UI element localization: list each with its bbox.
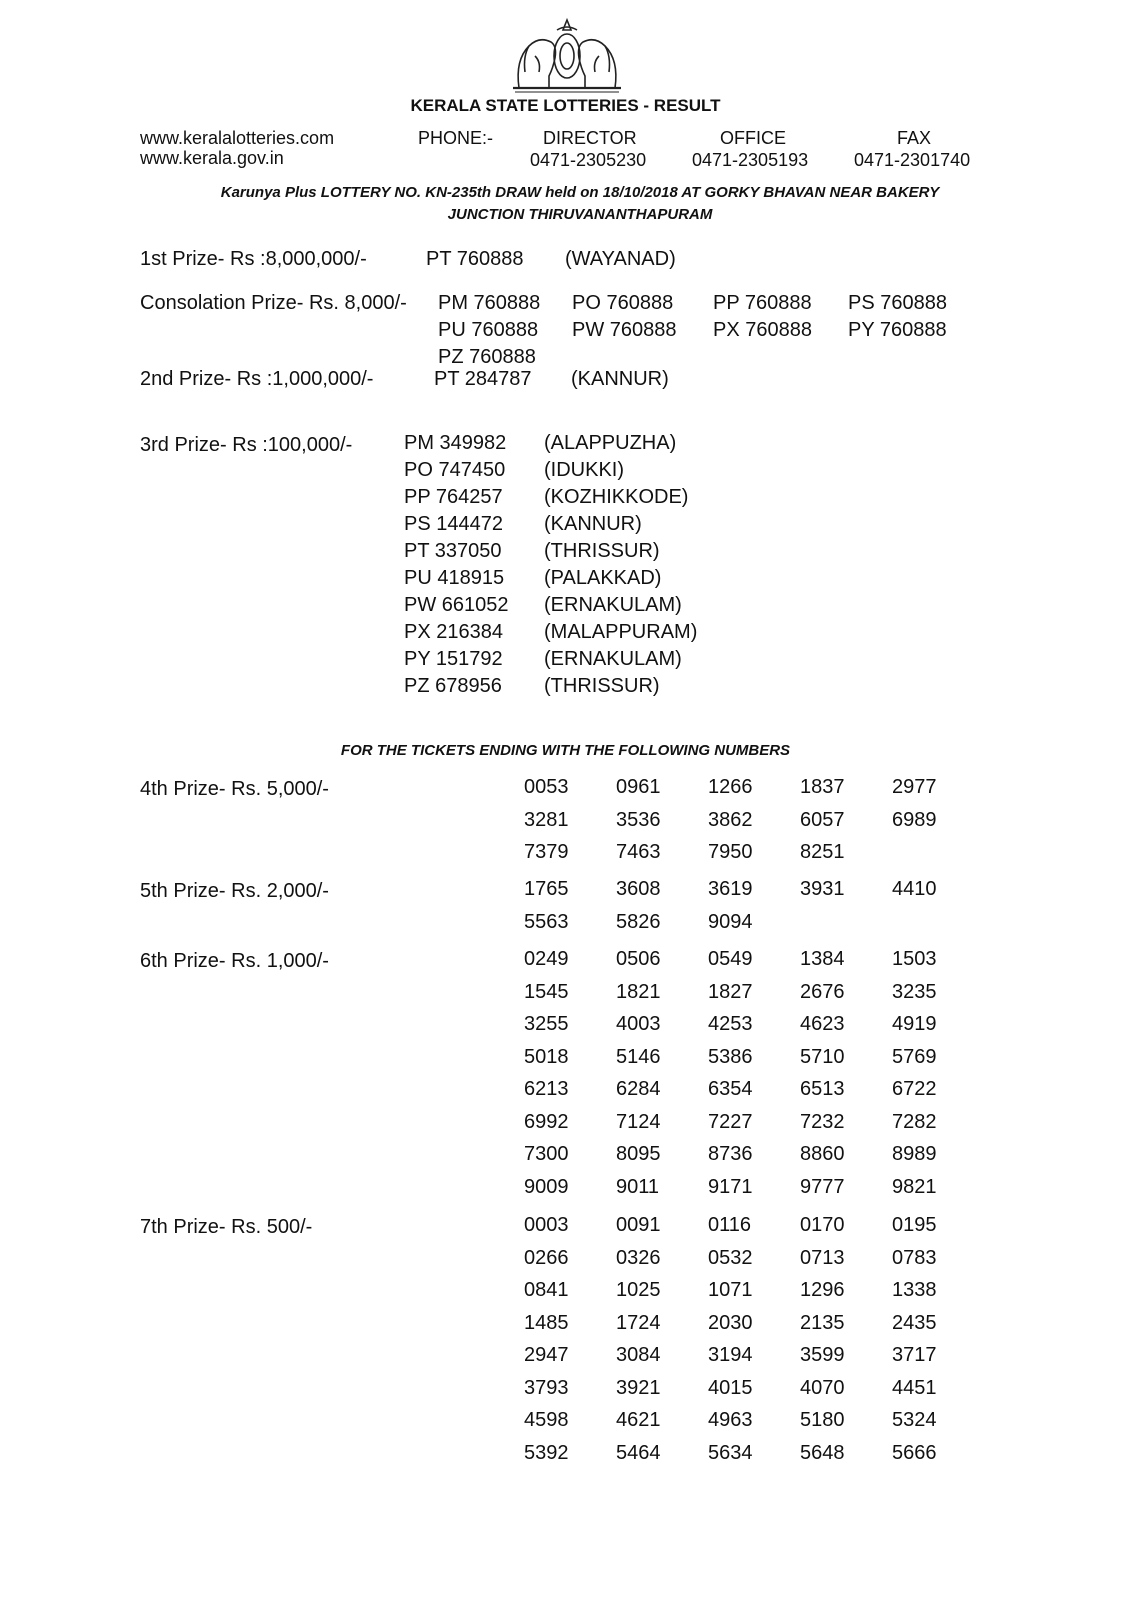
seventh-prize-number: 0195 — [892, 1214, 937, 1236]
third-prize-ticket: PZ 678956 — [404, 675, 502, 697]
sixth-prize-number: 9777 — [800, 1175, 845, 1198]
director-label: DIRECTOR — [543, 128, 637, 148]
seventh-prize-number: 2135 — [800, 1311, 845, 1334]
fifth-prize-label: 5th Prize- Rs. 2,000/- — [140, 880, 329, 902]
fifth-prize-number: 5826 — [616, 910, 661, 933]
sixth-prize-numbers — [524, 948, 984, 1208]
seventh-prize-number: 5666 — [892, 1441, 937, 1464]
third-prize-ticket: PP 764257 — [404, 486, 503, 508]
sixth-prize-number: 7300 — [524, 1143, 569, 1165]
seventh-prize-number: 5464 — [616, 1441, 661, 1464]
website-link-lotteries[interactable]: www.keralalotteries.com — [140, 128, 335, 148]
consolation-ticket: PY 760888 — [848, 319, 947, 341]
fourth-prize-number: 2977 — [892, 776, 937, 798]
third-prize-ticket: PX 216384 — [404, 621, 503, 643]
fax-label: FAX — [897, 128, 932, 148]
sixth-prize-number: 1384 — [800, 948, 845, 970]
seventh-prize-number: 5648 — [800, 1441, 845, 1464]
third-prize-place: (KOZHIKKODE) — [544, 486, 689, 508]
seventh-prize-number: 0841 — [524, 1279, 569, 1301]
fourth-prize-number: 0961 — [616, 776, 661, 798]
sixth-prize-number: 6722 — [892, 1078, 937, 1100]
sixth-prize-number: 1503 — [892, 948, 937, 970]
sixth-prize-number: 8860 — [800, 1143, 845, 1165]
seventh-prize-number: 0713 — [800, 1246, 845, 1269]
consolation-ticket: PW 760888 — [572, 319, 677, 341]
consolation-prize-label: Consolation Prize- Rs. 8,000/- — [140, 292, 407, 314]
fifth-prize-numbers — [524, 878, 984, 943]
seventh-prize-number: 1071 — [708, 1279, 753, 1301]
seventh-prize-number: 0116 — [708, 1214, 752, 1236]
sixth-prize-number: 4003 — [616, 1013, 661, 1035]
seventh-prize-number: 0003 — [524, 1214, 569, 1236]
fourth-prize-number: 8251 — [800, 841, 845, 863]
fax-phone: 0471-2301740 — [854, 150, 971, 170]
sixth-prize-number: 9821 — [892, 1175, 937, 1198]
fifth-prize-number: 9094 — [708, 910, 753, 933]
sixth-prize-number: 7124 — [616, 1110, 661, 1133]
sixth-prize-number: 6354 — [708, 1078, 753, 1100]
seventh-prize-number: 5324 — [892, 1409, 937, 1431]
draw-details — [120, 182, 1040, 226]
third-prize-label: 3rd Prize- Rs :100,000/- — [140, 434, 353, 456]
third-prize-ticket: PW 661052 — [404, 594, 509, 616]
fifth-prize-number: 4410 — [892, 878, 937, 900]
fourth-prize-number: 7379 — [524, 841, 569, 863]
office-phone: 0471-2305193 — [692, 150, 809, 170]
seventh-prize-number: 3084 — [616, 1344, 661, 1366]
third-prize-place: (PALAKKAD) — [544, 567, 662, 589]
sixth-prize-number: 1545 — [524, 980, 569, 1003]
consolation-ticket: PO 760888 — [572, 292, 674, 314]
fifth-prize-number: 3619 — [708, 878, 753, 900]
third-prize-place: (ALAPPUZHA) — [544, 432, 677, 454]
seventh-prize-label: 7th Prize- Rs. 500/- — [140, 1216, 313, 1238]
consolation-ticket: PX 760888 — [713, 319, 812, 341]
sixth-prize-number: 0549 — [708, 948, 753, 970]
sixth-prize-number: 5710 — [800, 1045, 845, 1068]
sixth-prize-number: 8736 — [708, 1143, 753, 1165]
first-prize-label: 1st Prize- Rs :8,000,000/- — [140, 248, 367, 270]
seventh-prize-number: 3717 — [892, 1344, 937, 1366]
seventh-prize-number: 5180 — [800, 1409, 845, 1431]
fourth-prize-label: 4th Prize- Rs. 5,000/- — [140, 778, 329, 800]
fourth-prize-number: 6989 — [892, 808, 937, 831]
consolation-ticket-grid — [438, 292, 968, 373]
draw-line-2: JUNCTION THIRUVANANTHAPURAM — [447, 206, 713, 223]
seventh-prize-number: 3793 — [524, 1376, 569, 1399]
fourth-prize-number: 3536 — [616, 808, 661, 831]
seventh-prize-number: 3921 — [616, 1376, 661, 1399]
sixth-prize-number: 1821 — [616, 980, 661, 1003]
first-prize-place: (WAYANAD) — [565, 248, 676, 270]
seventh-prize-number: 5634 — [708, 1441, 753, 1464]
director-phone: 0471-2305230 — [530, 150, 647, 170]
seventh-prize-number: 0532 — [708, 1246, 753, 1269]
third-prize-place: (ERNAKULAM) — [544, 648, 682, 670]
fifth-prize-number: 5563 — [524, 910, 569, 933]
seventh-prize-number: 1485 — [524, 1311, 569, 1334]
sixth-prize-number: 9009 — [524, 1175, 569, 1198]
sixth-prize-number: 7232 — [800, 1110, 845, 1133]
consolation-ticket: PU 760888 — [438, 319, 539, 341]
sixth-prize-number: 8095 — [616, 1143, 661, 1165]
seventh-prize-number: 2947 — [524, 1344, 569, 1366]
second-prize-ticket: PT 284787 — [434, 368, 532, 390]
fourth-prize-number: 6057 — [800, 808, 845, 831]
ending-numbers-heading: FOR THE TICKETS ENDING WITH THE FOLLOWING NUMBERS — [340, 742, 791, 759]
sixth-prize-number: 5018 — [524, 1045, 569, 1068]
seventh-prize-number: 2030 — [708, 1311, 753, 1334]
seventh-prize-number: 0783 — [892, 1246, 937, 1269]
office-label: OFFICE — [720, 128, 786, 148]
seventh-prize-number: 1296 — [800, 1279, 845, 1301]
seventh-prize-number: 1724 — [616, 1311, 661, 1334]
sixth-prize-number: 0249 — [524, 948, 569, 970]
seventh-prize-number: 4598 — [524, 1409, 569, 1431]
second-prize-place: (KANNUR) — [571, 368, 669, 390]
second-prize-label: 2nd Prize- Rs :1,000,000/- — [140, 368, 374, 390]
sixth-prize-number: 0506 — [616, 948, 661, 970]
sixth-prize-number: 4623 — [800, 1013, 845, 1035]
sixth-prize-number: 7282 — [892, 1110, 937, 1133]
fourth-prize-number: 0053 — [524, 776, 569, 798]
sixth-prize-number: 1827 — [708, 980, 753, 1003]
fifth-prize-number: 3608 — [616, 878, 661, 900]
sixth-prize-number: 5146 — [616, 1045, 661, 1068]
third-prize-place: (ERNAKULAM) — [544, 594, 682, 616]
sixth-prize-label: 6th Prize- Rs. 1,000/- — [140, 950, 329, 972]
seventh-prize-number: 3599 — [800, 1344, 845, 1366]
third-prize-list — [404, 432, 764, 702]
sixth-prize-number: 2676 — [800, 980, 845, 1003]
seventh-prize-number: 1338 — [892, 1279, 937, 1301]
third-prize-place: (THRISSUR) — [544, 675, 660, 697]
third-prize-place: (MALAPPURAM) — [544, 621, 698, 643]
sixth-prize-number: 3235 — [892, 980, 937, 1003]
kerala-emblem — [505, 16, 629, 94]
seventh-prize-number: 4621 — [616, 1409, 661, 1431]
fifth-prize-number: 1765 — [524, 878, 569, 900]
third-prize-place: (KANNUR) — [544, 513, 642, 535]
consolation-ticket: PZ 760888 — [438, 346, 536, 368]
first-prize-ticket: PT 760888 — [426, 248, 524, 270]
third-prize-place: (THRISSUR) — [544, 540, 660, 562]
seventh-prize-number: 4451 — [892, 1376, 937, 1399]
sixth-prize-number: 6213 — [524, 1078, 569, 1100]
seventh-prize-number: 0326 — [616, 1246, 661, 1269]
fourth-prize-number: 7463 — [616, 841, 661, 863]
sixth-prize-number: 6513 — [800, 1078, 845, 1100]
seventh-prize-number: 4070 — [800, 1376, 845, 1399]
consolation-ticket: PP 760888 — [713, 292, 812, 314]
seventh-prize-number: 4015 — [708, 1376, 753, 1399]
seventh-prize-number: 4963 — [708, 1409, 753, 1431]
fourth-prize-number: 3862 — [708, 808, 753, 831]
seventh-prize-number: 0266 — [524, 1246, 569, 1269]
third-prize-ticket: PO 747450 — [404, 459, 506, 481]
fourth-prize-number: 7950 — [708, 841, 753, 863]
seventh-prize-number: 1025 — [616, 1279, 661, 1301]
seventh-prize-numbers — [524, 1214, 984, 1474]
third-prize-ticket: PS 144472 — [404, 513, 503, 535]
fifth-prize-number: 3931 — [800, 878, 845, 900]
sixth-prize-number: 4253 — [708, 1013, 753, 1035]
third-prize-ticket: PU 418915 — [404, 567, 505, 589]
fourth-prize-number: 1837 — [800, 776, 845, 798]
sixth-prize-number: 6284 — [616, 1078, 661, 1100]
sixth-prize-number: 6992 — [524, 1110, 569, 1133]
consolation-ticket: PS 760888 — [848, 292, 947, 314]
third-prize-ticket: PT 337050 — [404, 540, 502, 562]
seventh-prize-number: 3194 — [708, 1344, 753, 1366]
seventh-prize-number: 5392 — [524, 1441, 569, 1464]
third-prize-place: (IDUKKI) — [544, 459, 624, 481]
website-link-gov[interactable]: www.kerala.gov.in — [140, 148, 284, 168]
seventh-prize-number: 0170 — [800, 1214, 845, 1236]
fourth-prize-numbers — [524, 776, 984, 874]
sixth-prize-number: 7227 — [708, 1110, 753, 1133]
consolation-ticket: PM 760888 — [438, 292, 541, 314]
fourth-prize-number: 1266 — [708, 776, 753, 798]
draw-line-1: Karunya Plus LOTTERY NO. KN-235th DRAW held on 18/10/2018 AT GORKY BHAVAN NEAR BAKERY — [220, 184, 940, 201]
fourth-prize-number: 3281 — [524, 808, 569, 831]
sixth-prize-number: 5386 — [708, 1045, 753, 1068]
sixth-prize-number: 4919 — [892, 1013, 937, 1035]
third-prize-ticket: PM 349982 — [404, 432, 507, 454]
sixth-prize-number: 9171 — [708, 1175, 753, 1198]
sixth-prize-number: 3255 — [524, 1013, 569, 1035]
sixth-prize-number: 8989 — [892, 1143, 937, 1165]
seventh-prize-number: 2435 — [892, 1311, 937, 1334]
sixth-prize-number: 9011 — [616, 1175, 660, 1198]
phone-label: PHONE:- — [418, 128, 494, 148]
sixth-prize-number: 5769 — [892, 1045, 937, 1068]
seventh-prize-number: 0091 — [616, 1214, 661, 1236]
page-title: KERALA STATE LOTTERIES - RESULT — [410, 96, 721, 115]
third-prize-ticket: PY 151792 — [404, 648, 503, 670]
